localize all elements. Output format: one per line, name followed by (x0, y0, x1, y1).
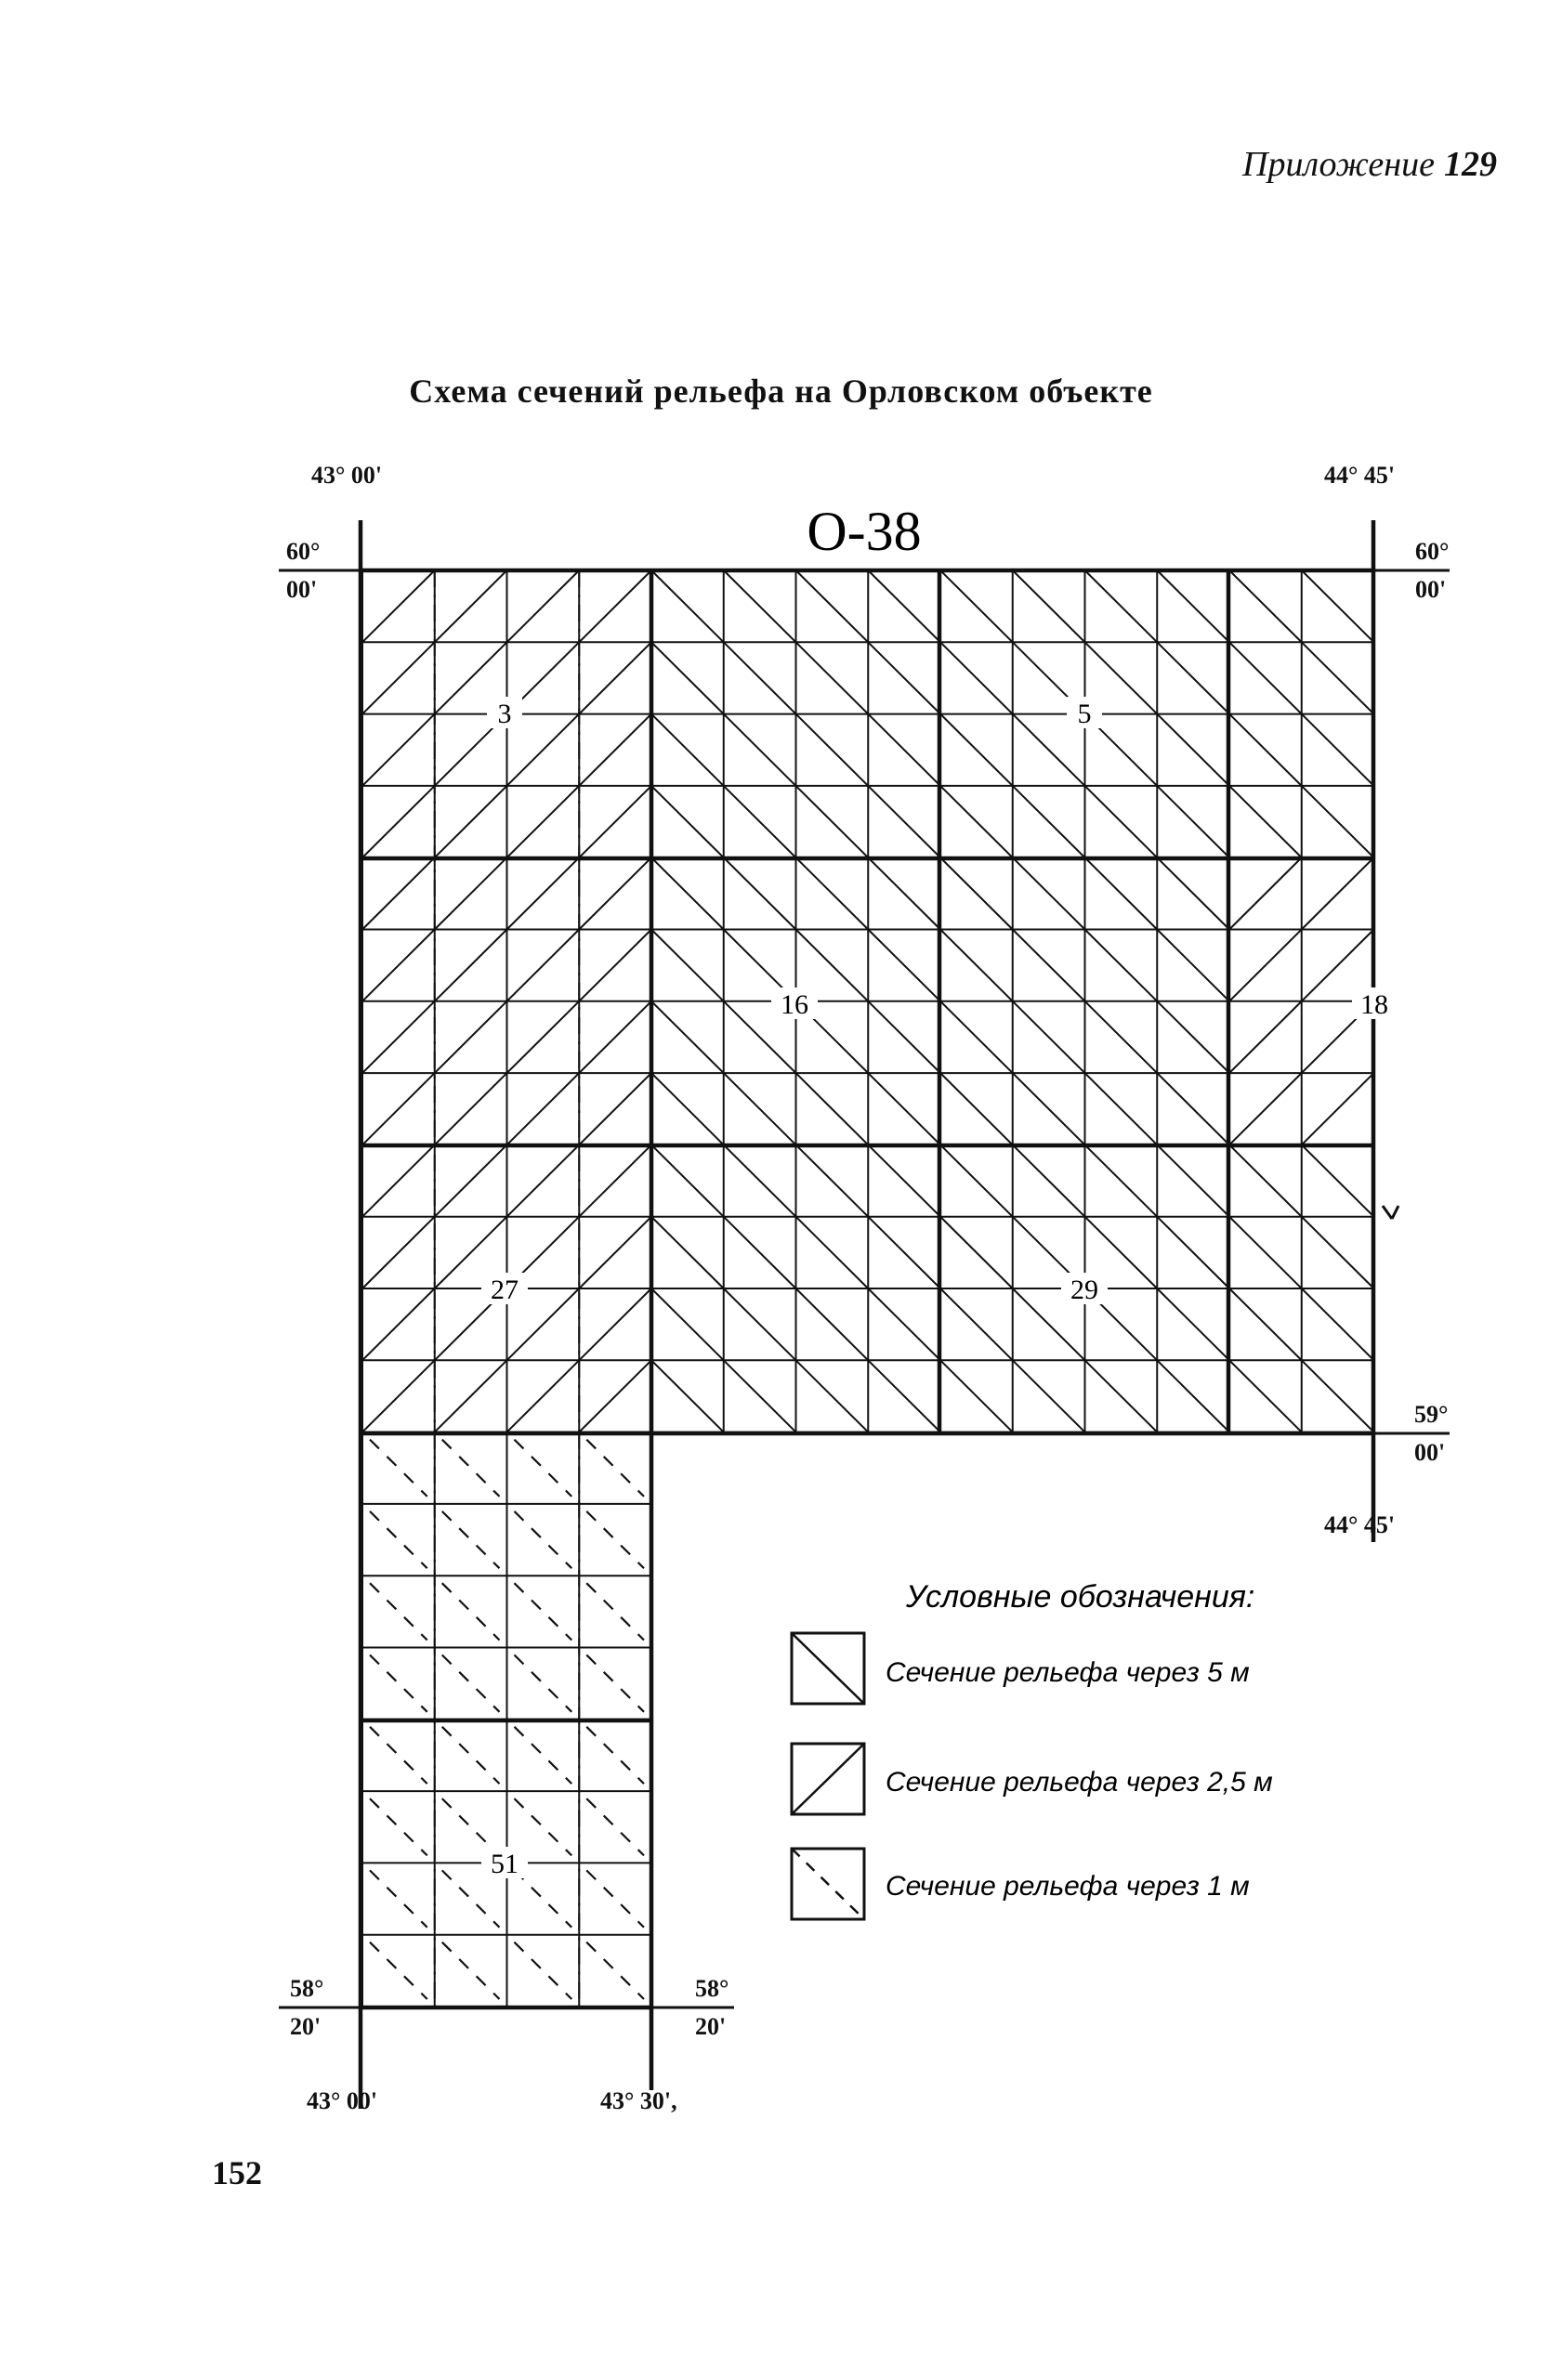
hatch-5m-stroke (1157, 1360, 1229, 1432)
hatch-5m-stroke (651, 714, 724, 786)
hatch-5m-stroke (1157, 1288, 1229, 1360)
hatch-1m-stroke (515, 1511, 572, 1568)
hatch-2-5m-stroke (579, 1360, 651, 1432)
hatch-5m-stroke (940, 930, 1013, 1001)
legend-item-5m (792, 1633, 1250, 1704)
hatch-1m-stroke (515, 1727, 572, 1784)
hatch-1m-stroke (370, 1511, 427, 1568)
hatch-1m-stroke (370, 1440, 427, 1497)
hatch-5m-stroke (651, 930, 724, 1001)
hatch-5m-stroke (651, 786, 724, 857)
hatch-5m-stroke (796, 857, 869, 929)
hatch-1m-stroke (370, 1798, 427, 1855)
hatch-2-5m-stroke (435, 1073, 507, 1144)
legend-label-5m: Сечение рельефа через 5 м (886, 1657, 1250, 1688)
hatch-5m-stroke (1229, 714, 1302, 786)
hatch-5m-stroke (1302, 786, 1374, 857)
coord-lat-mr-deg: 59° (1414, 1401, 1449, 1428)
hatch-2-5m-stroke (579, 642, 651, 713)
hatch-1m-stroke (515, 1655, 572, 1712)
coord-lat-tl-min: 00' (286, 576, 318, 603)
hatch-5m-stroke (796, 570, 869, 642)
hatch-5m-stroke (940, 786, 1013, 857)
hatch-5m-stroke (1157, 857, 1229, 929)
hatch-1m-stroke (442, 1655, 500, 1712)
legend-label-1m: Сечение рельефа через 1 м (886, 1871, 1250, 1902)
hatch-5m-stroke (1085, 930, 1158, 1001)
hatch-5m-stroke (868, 1001, 940, 1073)
hatch-5m-stroke (651, 1001, 724, 1073)
hatch-2-5m-stroke (1229, 930, 1302, 1001)
hatch-5m-stroke (868, 1144, 940, 1216)
hatch-2-5m-stroke (362, 1360, 435, 1432)
hatch-5m-stroke (651, 1144, 724, 1216)
legend (792, 1579, 1273, 1919)
hatch-2-5m-stroke (435, 857, 507, 929)
hatch-5m-stroke (1085, 570, 1158, 642)
coord-lat-tr-min: 00' (1415, 576, 1447, 603)
hatch-5m-stroke (1013, 930, 1085, 1001)
hatch-1m-stroke (370, 1583, 427, 1640)
hatch-5m-stroke (1157, 786, 1229, 857)
hatch-5m-stroke (1157, 930, 1229, 1001)
hatch-5m-stroke (1302, 714, 1374, 786)
sheet-label-27: 27 (491, 1275, 518, 1305)
coord-lat-tr-deg: 60° (1415, 538, 1450, 565)
hatch-5m-stroke (796, 1144, 869, 1216)
hatch-2-5m-stroke (362, 786, 435, 857)
coord-lat-bl-deg: 58° (290, 1975, 324, 2002)
hatch-2-5m-stroke (435, 1360, 507, 1432)
hatch-1m-stroke (442, 1727, 500, 1784)
coord-bottom-mid-lon: 43° 30', (600, 2087, 677, 2114)
hatch-2-5m-stroke (362, 714, 435, 786)
hatch-5m-stroke (724, 642, 796, 713)
hatch-2-5m-stroke (507, 786, 580, 857)
hatch-1m-stroke (586, 1511, 644, 1568)
hatch-5m-stroke (796, 714, 869, 786)
hatch-1m-stroke (586, 1798, 644, 1855)
hatch-5m-stroke (1013, 786, 1085, 857)
sheet-label-18: 18 (1360, 989, 1388, 1020)
hatch-5m-stroke (1157, 1001, 1229, 1073)
header-label: Приложение (1242, 145, 1435, 184)
hatch-2-5m-stroke (579, 930, 651, 1001)
hatch-5m-stroke (868, 857, 940, 929)
hatch-2-5m-stroke (435, 1001, 507, 1073)
hatch-5m-stroke (868, 1288, 940, 1360)
hatch-2-5m-stroke (507, 930, 580, 1001)
hatch-5m-stroke (940, 1217, 1013, 1288)
hatch-2-5m-stroke (435, 930, 507, 1001)
coord-lat-bm-min: 20' (695, 2013, 727, 2040)
hatch-5m-stroke (651, 570, 724, 642)
legend-title: Условные обозначения: (906, 1579, 1255, 1615)
hatch-5m-stroke (1302, 1288, 1374, 1360)
sheet-label-3: 3 (497, 699, 512, 729)
hatch-5m-stroke (724, 1217, 796, 1288)
header-number: 129 (1444, 145, 1497, 184)
hatch-2-5m-stroke (579, 1001, 651, 1073)
hatch-2-5m-stroke (362, 1217, 435, 1288)
coord-lat-bl-min: 20' (290, 2013, 322, 2040)
sheet-label-5: 5 (1077, 699, 1092, 729)
hatch-2-5m-stroke (579, 786, 651, 857)
hatch-5m-stroke (1302, 642, 1374, 713)
hatch-2-5m-stroke (362, 570, 435, 642)
hatch-2-5m-stroke (579, 1073, 651, 1144)
sheet-label-51: 51 (491, 1849, 518, 1879)
hatch-2-5m-stroke (362, 1144, 435, 1216)
hatch-5m-stroke (651, 642, 724, 713)
hatch-5m-stroke (1302, 1360, 1374, 1432)
hatch-1m-stroke (586, 1655, 644, 1712)
hatch-5m-stroke (1157, 1073, 1229, 1144)
hatch-5m-stroke (940, 1360, 1013, 1432)
hatch-2-5m-stroke (435, 786, 507, 857)
hatch-5m-stroke (1229, 1144, 1302, 1216)
hatch-2-5m-stroke (362, 930, 435, 1001)
sheet-label-29: 29 (1070, 1275, 1098, 1305)
hatch-5m-stroke (1157, 714, 1229, 786)
legend-item-1m (792, 1849, 1250, 1919)
hatch-1m-stroke (515, 1942, 572, 1999)
coord-top-right-lon: 44° 45' (1324, 462, 1396, 489)
hatch-2-5m-stroke (579, 1144, 651, 1216)
hatch-5m-stroke (1013, 1001, 1085, 1073)
hatch-1m-stroke (442, 1942, 500, 1999)
hatch-2-5m-stroke (362, 1288, 435, 1360)
hatch-5m-stroke (940, 1144, 1013, 1216)
hatch-5m-stroke (940, 642, 1013, 713)
hatch-5m-stroke (1302, 1217, 1374, 1288)
hatch-5m-stroke (940, 570, 1013, 642)
hatch-5m-stroke (1157, 570, 1229, 642)
hatch-5m-stroke (1302, 570, 1374, 642)
hatch-5m-stroke (1013, 570, 1085, 642)
hatch-1m-stroke (370, 1727, 427, 1784)
hatch-2-5m-stroke (579, 1288, 651, 1360)
hatch-5m-stroke (724, 786, 796, 857)
hatch-5m-stroke (651, 857, 724, 929)
hatch-5m-stroke (651, 1073, 724, 1144)
hatch-5m-stroke (1085, 786, 1158, 857)
hatch-5m-stroke (796, 786, 869, 857)
hatch-5m-stroke (1229, 1217, 1302, 1288)
hatch-5m-stroke (796, 1288, 869, 1360)
coord-top-left-lon: 43° 00' (311, 462, 383, 489)
coord-lat-bm-deg: 58° (695, 1975, 729, 2002)
hatch-2-5m-stroke (362, 642, 435, 713)
hatch-5m-stroke (1013, 1360, 1085, 1432)
hatch-5m-stroke (1302, 1144, 1374, 1216)
hatch-1m-stroke (515, 1440, 572, 1497)
hatch-5m-stroke (1013, 857, 1085, 929)
hatch-5m-stroke (1229, 570, 1302, 642)
hatch-2-5m-stroke (1229, 1001, 1302, 1073)
hatch-5m-stroke (940, 1288, 1013, 1360)
hatch-5m-stroke (1013, 1144, 1085, 1216)
hatch-5m-stroke (868, 642, 940, 713)
hatch-5m-stroke (868, 786, 940, 857)
hatch-1m-stroke (586, 1942, 644, 1999)
hatch-5m-stroke (1229, 786, 1302, 857)
hatch-2-5m-stroke (1302, 857, 1374, 929)
hatch-2-5m-stroke (435, 1144, 507, 1216)
hatch-5m-stroke (1157, 642, 1229, 713)
hatch-5m-stroke (796, 1360, 869, 1432)
hatch-5m-stroke (1085, 1144, 1158, 1216)
legend-label-2-5m: Сечение рельефа через 2,5 м (886, 1767, 1273, 1798)
hatch-1m-stroke (370, 1655, 427, 1712)
hatch-5m-stroke (1157, 1144, 1229, 1216)
hatch-2-5m-stroke (507, 1001, 580, 1073)
hatch-1m-stroke (586, 1870, 644, 1927)
hatch-2-5m-stroke (507, 857, 580, 929)
hatch-5m-stroke (1229, 642, 1302, 713)
hatch-5m-stroke (651, 1217, 724, 1288)
hatch-1m-stroke (442, 1583, 500, 1640)
coord-bottom-left-lon: 43° 00' (307, 2087, 378, 2114)
hatch-2-5m-stroke (1229, 857, 1302, 929)
hatch-5m-stroke (868, 1073, 940, 1144)
hatch-1m-stroke (586, 1583, 644, 1640)
hatch-1m-stroke (442, 1440, 500, 1497)
coord-lat-mr-min: 00' (1414, 1439, 1446, 1466)
hatch-1m-stroke (515, 1583, 572, 1640)
hatch-5m-stroke (868, 714, 940, 786)
hatch-5m-stroke (868, 570, 940, 642)
hatch-5m-stroke (724, 714, 796, 786)
coord-bottom-right-lon: 44° 45' (1324, 1511, 1396, 1538)
hatch-2-5m-stroke (435, 570, 507, 642)
hatch-1m-stroke (515, 1870, 572, 1927)
hatch-5m-stroke (1085, 1001, 1158, 1073)
hatch-1m-stroke (442, 1511, 500, 1568)
hatch-5m-stroke (724, 1073, 796, 1144)
hatch-5m-stroke (1085, 1073, 1158, 1144)
hatch-5m-stroke (868, 930, 940, 1001)
hatch-5m-stroke (724, 1144, 796, 1216)
hatch-5m-stroke (1085, 1360, 1158, 1432)
coord-lat-tl-deg: 60° (286, 538, 321, 565)
hatch-5m-stroke (1013, 1073, 1085, 1144)
hatch-2-5m-stroke (507, 1144, 580, 1216)
hatch-2-5m-stroke (579, 714, 651, 786)
hatch-5m-stroke (868, 1217, 940, 1288)
hatch-2-5m-stroke (1229, 1073, 1302, 1144)
hatch-2-5m-stroke (579, 857, 651, 929)
hatch-2-5m-stroke (362, 1001, 435, 1073)
legend-item-2-5m (792, 1744, 1273, 1814)
hatch-5m-stroke (724, 1360, 796, 1432)
hatch-5m-stroke (940, 1001, 1013, 1073)
diagram-title: Схема сечений рельефа на Орловском объекте (409, 373, 1153, 410)
hatch-5m-stroke (940, 1073, 1013, 1144)
hatch-2-5m-stroke (507, 570, 580, 642)
hatch-5m-stroke (651, 1288, 724, 1360)
hatch-5m-stroke (940, 714, 1013, 786)
hatch-5m-stroke (1157, 1217, 1229, 1288)
hatch-5m-stroke (940, 857, 1013, 929)
hatch-1m-stroke (370, 1870, 427, 1927)
hatch-5m-stroke (724, 857, 796, 929)
hatch-5m-stroke (724, 1288, 796, 1360)
hatch-5m-stroke (1085, 857, 1158, 929)
hatch-5m-stroke (651, 1360, 724, 1432)
hatch-5m-stroke (1229, 1360, 1302, 1432)
hatch-2-5m-stroke (507, 1073, 580, 1144)
hatch-5m-stroke (868, 1360, 940, 1432)
hatch-5m-stroke (796, 1073, 869, 1144)
hatch-2-5m-stroke (362, 1073, 435, 1144)
sheet-number: O-38 (807, 501, 922, 562)
hatch-1m-stroke (586, 1440, 644, 1497)
hatch-2-5m-stroke (579, 570, 651, 642)
hatch-5m-stroke (796, 1217, 869, 1288)
page-number: 152 (212, 2154, 262, 2191)
hatch-2-5m-stroke (507, 1360, 580, 1432)
hatch-2-5m-stroke (362, 857, 435, 929)
hatch-2-5m-stroke (579, 1217, 651, 1288)
hatch-5m-stroke (796, 642, 869, 713)
hatch-5m-stroke (724, 570, 796, 642)
hatch-1m-stroke (370, 1942, 427, 1999)
hatch-5m-stroke (1229, 1288, 1302, 1360)
sheet-label-16: 16 (781, 989, 808, 1020)
hatch-1m-stroke (586, 1727, 644, 1784)
hatch-2-5m-stroke (1302, 1073, 1374, 1144)
